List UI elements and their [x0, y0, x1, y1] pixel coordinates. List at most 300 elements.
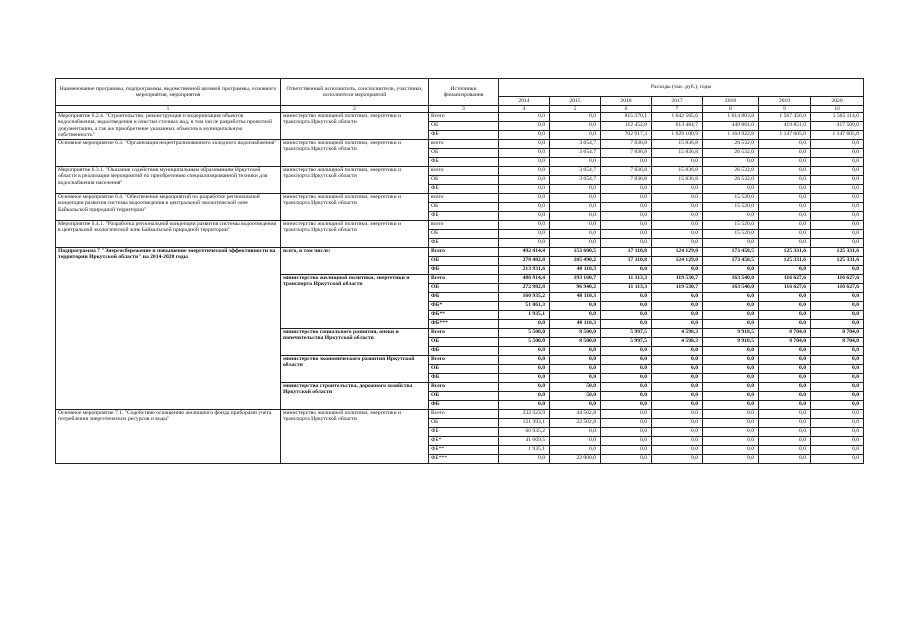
executor-cell: всего, в том числе: — [281, 248, 429, 275]
source-cell: Всего — [429, 275, 499, 284]
amount-cell: 8 704,0 — [811, 338, 864, 347]
program-cell: Мероприятие 6.4.1. "Разработка региональной концепции развития системы водоотведения в центральной экологической зоне Байкальской природной территории" — [56, 221, 281, 248]
amount-cell: 51 061,3 — [499, 302, 550, 311]
column-index: 10 — [811, 106, 864, 113]
source-cell: ФБ — [429, 131, 499, 140]
amount-cell: 0,0 — [759, 203, 811, 212]
amount-cell: 0,0 — [652, 428, 703, 437]
amount-cell: 0,0 — [811, 365, 864, 374]
amount-cell: 0,0 — [703, 356, 759, 365]
program-cell: Основное мероприятие 7.1. "Содействие оснащению жилищного фонда приборами учета потребления энергетических ресурсов и воды" — [56, 410, 281, 464]
amount-cell: 1 147 605,0 — [811, 131, 864, 140]
amount-cell: 96 940,2 — [550, 284, 601, 293]
amount-cell: 0,0 — [499, 392, 550, 401]
amount-cell: 0,0 — [499, 140, 550, 149]
amount-cell: 0,0 — [811, 374, 864, 383]
program-cell: Основное мероприятие 6.3. "Организация нецентрализованного холодного водоснабжения" — [56, 140, 281, 167]
amount-cell: 0,0 — [601, 383, 652, 392]
amount-cell: 8 500,0 — [550, 338, 601, 347]
amount-cell: 0,0 — [652, 320, 703, 329]
amount-cell: 0,0 — [499, 455, 550, 464]
amount-cell: 0,0 — [601, 185, 652, 194]
amount-cell: 213 931,6 — [499, 266, 550, 275]
year-header: 2019 — [759, 97, 811, 106]
amount-cell: 0,0 — [550, 158, 601, 167]
amount-cell: 0,0 — [759, 446, 811, 455]
amount-cell: 7 836,8 — [601, 167, 652, 176]
amount-cell: 0,0 — [811, 266, 864, 275]
executor-cell: министерство социального развития, опеки и попечительства Иркутской области — [281, 329, 429, 356]
header-source: Источники финансирования — [429, 79, 499, 106]
source-cell: всего — [429, 167, 499, 176]
table-row — [56, 113, 864, 122]
amount-cell: 0,0 — [652, 455, 703, 464]
amount-cell: 0,0 — [499, 212, 550, 221]
amount-cell: 125 331,6 — [759, 248, 811, 257]
amount-cell: 0,0 — [703, 158, 759, 167]
source-cell: ФБ — [429, 266, 499, 275]
amount-cell: 0,0 — [652, 185, 703, 194]
amount-cell: 0,0 — [601, 266, 652, 275]
amount-cell: 1 567 456,0 — [759, 113, 811, 122]
amount-cell: 1 614 803,8 — [703, 113, 759, 122]
amount-cell: 0,0 — [550, 365, 601, 374]
amount-cell: 449 881,0 — [703, 122, 759, 131]
amount-cell: 0,0 — [499, 221, 550, 230]
amount-cell: 124 129,0 — [652, 248, 703, 257]
amount-cell: 0,0 — [652, 356, 703, 365]
amount-cell: 11 113,3 — [601, 284, 652, 293]
amount-cell: 1 935,1 — [499, 446, 550, 455]
amount-cell: 0,0 — [499, 365, 550, 374]
amount-cell: 4 598,3 — [652, 329, 703, 338]
amount-cell: 0,0 — [652, 302, 703, 311]
header-executor: Ответственный исполнитель, соисполнители, участники, исполнители мероприятий — [281, 79, 429, 106]
amount-cell: 0,0 — [811, 320, 864, 329]
table-row — [56, 140, 864, 149]
amount-cell: 0,0 — [759, 437, 811, 446]
amount-cell: 1 935,1 — [499, 311, 550, 320]
amount-cell: 0,0 — [811, 167, 864, 176]
amount-cell: 486 914,4 — [499, 275, 550, 284]
amount-cell: 15 520,0 — [703, 221, 759, 230]
amount-cell: 17 110,8 — [601, 248, 652, 257]
amount-cell: 0,0 — [499, 347, 550, 356]
amount-cell: 0,0 — [652, 230, 703, 239]
amount-cell: 0,0 — [601, 221, 652, 230]
executor-cell: министерство экономического развития Иркутской области — [281, 356, 429, 383]
table-row — [56, 221, 864, 230]
amount-cell: 0,0 — [759, 185, 811, 194]
amount-cell: 0,0 — [703, 365, 759, 374]
source-cell: ФБ — [429, 293, 499, 302]
column-index: 4 — [499, 106, 550, 113]
amount-cell: 1 147 605,0 — [759, 131, 811, 140]
executor-cell: министерство строительства, дорожного хозяйства Иркутской области — [281, 383, 429, 410]
amount-cell: 119 530,7 — [652, 284, 703, 293]
amount-cell: 26 532,0 — [703, 149, 759, 158]
amount-cell: 0,0 — [811, 383, 864, 392]
amount-cell: 0,0 — [499, 203, 550, 212]
amount-cell: 0,0 — [499, 356, 550, 365]
source-cell: ОБ — [429, 149, 499, 158]
year-header: 2018 — [703, 97, 759, 106]
amount-cell: 0,0 — [811, 437, 864, 446]
source-cell: ФБ — [429, 428, 499, 437]
amount-cell: 0,0 — [811, 347, 864, 356]
amount-cell: 0,0 — [499, 158, 550, 167]
source-cell: всего — [429, 140, 499, 149]
amount-cell: 0,0 — [550, 302, 601, 311]
amount-cell: 0,0 — [652, 293, 703, 302]
amount-cell: 0,0 — [759, 167, 811, 176]
amount-cell: 0,0 — [759, 293, 811, 302]
program-cell: Мероприятие 6.3.1. "Оказание содействия муниципальным образованиям Иркутской области в реализации мероприятий по приобретению специализированной техники для водоснабжения населения" — [56, 167, 281, 194]
table-row — [56, 410, 864, 419]
amount-cell: 5 997,5 — [601, 329, 652, 338]
amount-cell: 0,0 — [499, 383, 550, 392]
amount-cell: 116 627,6 — [811, 284, 864, 293]
amount-cell: 0,0 — [703, 383, 759, 392]
source-cell: ОБ — [429, 365, 499, 374]
amount-cell: 0,0 — [550, 185, 601, 194]
amount-cell: 163 540,0 — [703, 284, 759, 293]
expenses-table — [55, 78, 864, 464]
executor-cell: министерство жилищной политики, энергетики и транспорта Иркутской области — [281, 140, 429, 167]
amount-cell: 0,0 — [499, 239, 550, 248]
source-cell: всего — [429, 194, 499, 203]
amount-cell: 15 836,8 — [652, 176, 703, 185]
column-index: 6 — [601, 106, 652, 113]
amount-cell: 0,0 — [499, 131, 550, 140]
amount-cell: 0,0 — [499, 401, 550, 410]
amount-cell: 121 393,1 — [499, 419, 550, 428]
amount-cell: 0,0 — [811, 311, 864, 320]
amount-cell: 4 598,3 — [652, 338, 703, 347]
amount-cell: 0,0 — [652, 392, 703, 401]
amount-cell: 160 935,2 — [499, 293, 550, 302]
amount-cell: 0,0 — [811, 302, 864, 311]
source-cell: ОБ — [429, 122, 499, 131]
source-cell: ФБ — [429, 212, 499, 221]
amount-cell: 125 331,6 — [811, 257, 864, 266]
program-cell: Основное мероприятие 6.4. "Обеспечение мероприятий по разработке региональной концепции развития системы водоотведения в центральной экологической зоне Байкальской природной территории" — [56, 194, 281, 221]
amount-cell: 0,0 — [703, 239, 759, 248]
amount-cell: 0,0 — [759, 374, 811, 383]
amount-cell: 116 627,6 — [759, 284, 811, 293]
amount-cell: 0,0 — [601, 320, 652, 329]
source-cell: ФБ — [429, 374, 499, 383]
column-index: 9 — [759, 106, 811, 113]
amount-cell: 0,0 — [759, 392, 811, 401]
amount-cell: 0,0 — [811, 428, 864, 437]
amount-cell: 7 836,8 — [601, 140, 652, 149]
amount-cell: 5 997,5 — [601, 338, 652, 347]
amount-cell: 0,0 — [601, 311, 652, 320]
amount-cell: 173 458,5 — [703, 257, 759, 266]
amount-cell: 0,0 — [811, 185, 864, 194]
amount-cell: 15 520,0 — [703, 203, 759, 212]
amount-cell: 0,0 — [550, 221, 601, 230]
amount-cell: 0,0 — [703, 185, 759, 194]
source-cell: ФБ** — [429, 446, 499, 455]
amount-cell: 9 918,5 — [703, 329, 759, 338]
amount-cell: 0,0 — [759, 176, 811, 185]
amount-cell: 1 565 114,0 — [811, 113, 864, 122]
amount-cell: 0,0 — [601, 302, 652, 311]
amount-cell: 0,0 — [811, 419, 864, 428]
amount-cell: 124 129,0 — [652, 257, 703, 266]
amount-cell: 492 414,4 — [499, 248, 550, 257]
finance-table-sheet — [55, 78, 863, 464]
amount-cell: 0,0 — [601, 347, 652, 356]
amount-cell: 0,0 — [652, 419, 703, 428]
amount-cell: 0,0 — [652, 311, 703, 320]
column-index: 7 — [652, 106, 703, 113]
amount-cell: 0,0 — [811, 203, 864, 212]
amount-cell: 7 836,8 — [601, 149, 652, 158]
amount-cell: 0,0 — [759, 221, 811, 230]
amount-cell: 0,0 — [652, 239, 703, 248]
amount-cell: 0,0 — [499, 374, 550, 383]
amount-cell: 0,0 — [703, 293, 759, 302]
amount-cell: 50,0 — [550, 392, 601, 401]
amount-cell: 0,0 — [550, 194, 601, 203]
amount-cell: 278 482,8 — [499, 257, 550, 266]
table-row — [56, 167, 864, 176]
source-cell: ФБ* — [429, 437, 499, 446]
amount-cell: 0,0 — [652, 383, 703, 392]
source-cell: ФБ — [429, 239, 499, 248]
amount-cell: 0,0 — [703, 311, 759, 320]
amount-cell: 0,0 — [811, 221, 864, 230]
amount-cell: 0,0 — [601, 230, 652, 239]
amount-cell: 1 164 922,8 — [703, 131, 759, 140]
amount-cell: 11 113,3 — [601, 275, 652, 284]
source-cell: Всего — [429, 383, 499, 392]
amount-cell: 0,0 — [550, 428, 601, 437]
amount-cell: 0,0 — [550, 347, 601, 356]
amount-cell: 0,0 — [652, 212, 703, 221]
amount-cell: 0,0 — [811, 212, 864, 221]
amount-cell: 0,0 — [759, 365, 811, 374]
amount-cell: 0,0 — [759, 266, 811, 275]
amount-cell: 0,0 — [811, 401, 864, 410]
amount-cell: 0,0 — [759, 356, 811, 365]
executor-cell: министерство жилищной политики, энергетики и транспорта Иркутской области — [281, 410, 429, 464]
amount-cell: 193 160,7 — [550, 275, 601, 284]
source-cell: Всего — [429, 113, 499, 122]
column-index: 1 — [56, 106, 281, 113]
year-header: 2014 — [499, 97, 550, 106]
amount-cell: 0,0 — [499, 113, 550, 122]
amount-cell: 0,0 — [550, 203, 601, 212]
amount-cell: 0,0 — [811, 140, 864, 149]
amount-cell: 0,0 — [601, 437, 652, 446]
amount-cell: 0,0 — [652, 410, 703, 419]
amount-cell: 0,0 — [550, 239, 601, 248]
amount-cell: 0,0 — [811, 176, 864, 185]
year-header: 2017 — [652, 97, 703, 106]
amount-cell: 0,0 — [759, 347, 811, 356]
amount-cell: 15 836,8 — [652, 149, 703, 158]
source-cell: ОБ — [429, 338, 499, 347]
amount-cell: 0,0 — [759, 194, 811, 203]
amount-cell: 0,0 — [759, 230, 811, 239]
amount-cell: 26 532,0 — [703, 176, 759, 185]
amount-cell: 0,0 — [652, 266, 703, 275]
amount-cell: 1 029 100,9 — [652, 131, 703, 140]
amount-cell: 0,0 — [652, 221, 703, 230]
amount-cell: 0,0 — [703, 419, 759, 428]
subprogram-cell: Подпрограмма 7 "Энергосбережение и повышение энергетической эффективности на территории Иркутской области" на 2014-2020 годы — [56, 248, 281, 410]
amount-cell: 0,0 — [550, 230, 601, 239]
year-header: 2020 — [811, 97, 864, 106]
amount-cell: 0,0 — [601, 239, 652, 248]
amount-cell: 0,0 — [759, 383, 811, 392]
amount-cell: 5 500,0 — [499, 329, 550, 338]
amount-cell: 0,0 — [759, 311, 811, 320]
amount-cell: 48 110,3 — [550, 266, 601, 275]
amount-cell: 0,0 — [499, 194, 550, 203]
amount-cell: 153 600,5 — [550, 248, 601, 257]
amount-cell: 0,0 — [652, 401, 703, 410]
table-row — [56, 248, 864, 257]
amount-cell: 8 704,0 — [811, 329, 864, 338]
amount-cell: 0,0 — [601, 212, 652, 221]
source-cell: ФБ** — [429, 311, 499, 320]
amount-cell: 116 627,6 — [759, 275, 811, 284]
column-index: 8 — [703, 106, 759, 113]
source-cell: ФБ* — [429, 302, 499, 311]
amount-cell: 125 331,6 — [759, 257, 811, 266]
amount-cell: 0,0 — [499, 149, 550, 158]
amount-cell: 0,0 — [499, 176, 550, 185]
amount-cell: 15 520,0 — [703, 230, 759, 239]
source-cell: ОБ — [429, 284, 499, 293]
amount-cell: 0,0 — [601, 392, 652, 401]
amount-cell: 26 532,0 — [703, 167, 759, 176]
amount-cell: 0,0 — [703, 347, 759, 356]
amount-cell: 0,0 — [652, 194, 703, 203]
amount-cell: 163 540,0 — [703, 275, 759, 284]
amount-cell: 0,0 — [759, 419, 811, 428]
amount-cell: 112 452,8 — [601, 122, 652, 131]
amount-cell: 15 836,8 — [652, 140, 703, 149]
source-cell: ФБ*** — [429, 320, 499, 329]
source-cell: Всего — [429, 248, 499, 257]
amount-cell: 0,0 — [550, 122, 601, 131]
amount-cell: 3 654,7 — [550, 167, 601, 176]
column-index: 5 — [550, 106, 601, 113]
table-body — [56, 113, 864, 464]
amount-cell: 0,0 — [811, 230, 864, 239]
source-cell: ОБ — [429, 176, 499, 185]
amount-cell: 0,0 — [703, 428, 759, 437]
amount-cell: 0,0 — [601, 365, 652, 374]
amount-cell: 0,0 — [601, 410, 652, 419]
source-cell: ФБ — [429, 401, 499, 410]
amount-cell: 0,0 — [652, 374, 703, 383]
amount-cell: 0,0 — [759, 149, 811, 158]
amount-cell: 7 836,8 — [601, 176, 652, 185]
amount-cell: 0,0 — [550, 374, 601, 383]
amount-cell: 0,0 — [601, 203, 652, 212]
amount-cell: 0,0 — [759, 401, 811, 410]
header-expenses: Расходы (тыс. руб.), годы — [499, 79, 864, 97]
amount-cell: 0,0 — [652, 203, 703, 212]
source-cell: ФБ — [429, 185, 499, 194]
amount-cell: 0,0 — [811, 239, 864, 248]
amount-cell: 8 500,0 — [550, 329, 601, 338]
amount-cell: 9 918,5 — [703, 338, 759, 347]
program-cell: Мероприятие 6.2.4. "Строительство, реконструкция и модернизация объектов водоснабжения, водоотведения и очистки сточных вод, в том числе разработка проектной документации, а так же приобретение указанных объектов в муниципальную собственность" — [56, 113, 281, 140]
year-header: 2016 — [601, 97, 652, 106]
amount-cell: 232 323,9 — [499, 410, 550, 419]
amount-cell: 0,0 — [811, 194, 864, 203]
amount-cell: 0,0 — [811, 446, 864, 455]
amount-cell: 0,0 — [601, 158, 652, 167]
amount-cell: 44 502,8 — [550, 410, 601, 419]
source-cell: Всего — [429, 356, 499, 365]
source-cell: ФБ*** — [429, 455, 499, 464]
amount-cell: 17 110,8 — [601, 257, 652, 266]
amount-cell: 0,0 — [601, 419, 652, 428]
executor-cell: министерство жилищной политики, энергетики и транспорта Иркутской области — [281, 167, 429, 194]
amount-cell: 0,0 — [759, 410, 811, 419]
amount-cell: 0,0 — [703, 410, 759, 419]
source-cell: Всего — [429, 329, 499, 338]
amount-cell: 48 110,3 — [550, 320, 601, 329]
amount-cell: 3 654,7 — [550, 140, 601, 149]
executor-cell: министерство жилищной политики, энергетики и транспорта Иркутской области — [281, 275, 429, 329]
amount-cell: 0,0 — [811, 149, 864, 158]
executor-cell: министерство жилищной политики, энергетики и транспорта Иркутской области — [281, 113, 429, 140]
amount-cell: 0,0 — [703, 212, 759, 221]
amount-cell: 0,0 — [703, 320, 759, 329]
amount-cell: 0,0 — [652, 158, 703, 167]
amount-cell: 0,0 — [811, 158, 864, 167]
amount-cell: 0,0 — [703, 302, 759, 311]
amount-cell: 0,0 — [759, 455, 811, 464]
source-cell: ОБ — [429, 203, 499, 212]
amount-cell: 125 331,6 — [811, 248, 864, 257]
amount-cell: 0,0 — [550, 356, 601, 365]
amount-cell: 0,0 — [703, 401, 759, 410]
amount-cell: 0,0 — [759, 212, 811, 221]
amount-cell: 116 627,6 — [811, 275, 864, 284]
amount-cell: 8 704,0 — [759, 338, 811, 347]
amount-cell: 0,0 — [601, 356, 652, 365]
amount-cell: 26 532,0 — [703, 140, 759, 149]
amount-cell: 0,0 — [759, 302, 811, 311]
amount-cell: 0,0 — [703, 374, 759, 383]
amount-cell: 22 000,0 — [550, 455, 601, 464]
amount-cell: 0,0 — [550, 401, 601, 410]
amount-cell: 0,0 — [652, 437, 703, 446]
amount-cell: 0,0 — [499, 185, 550, 194]
amount-cell: 8 704,0 — [759, 329, 811, 338]
amount-cell: 702 917,3 — [601, 131, 652, 140]
amount-cell: 5 500,0 — [499, 338, 550, 347]
amount-cell: 272 982,8 — [499, 284, 550, 293]
amount-cell: 119 530,7 — [652, 275, 703, 284]
amount-cell: 0,0 — [550, 446, 601, 455]
amount-cell: 15 520,0 — [703, 194, 759, 203]
amount-cell: 0,0 — [703, 446, 759, 455]
amount-cell: 419 851,0 — [759, 122, 811, 131]
column-index: 2 — [281, 106, 429, 113]
